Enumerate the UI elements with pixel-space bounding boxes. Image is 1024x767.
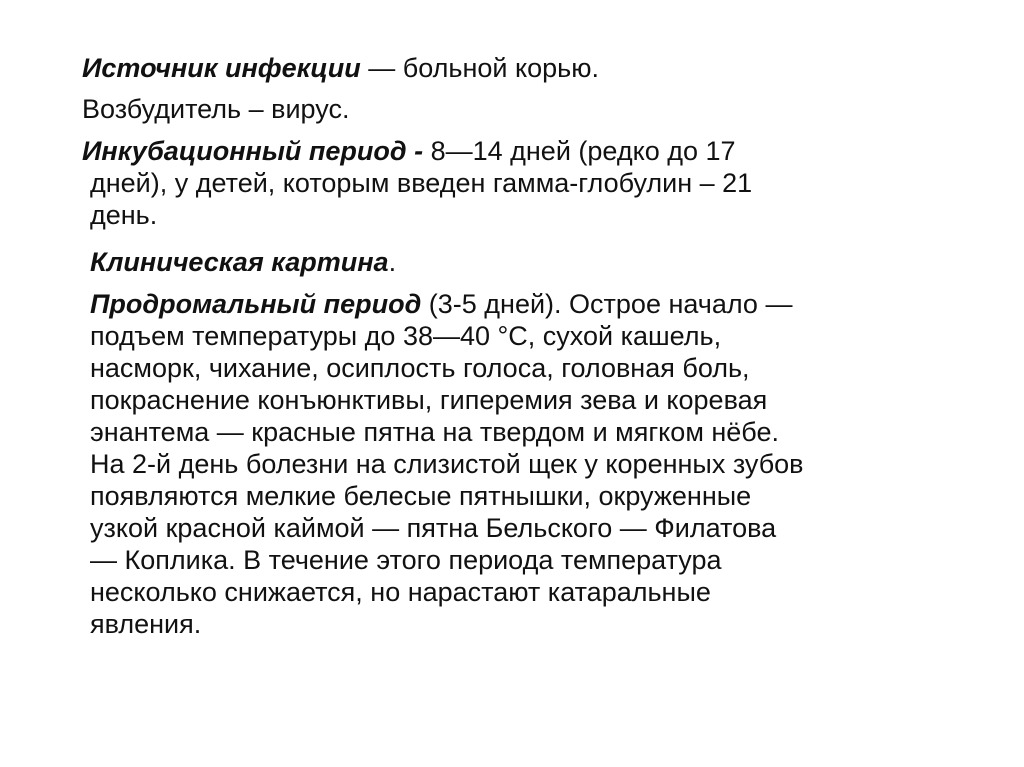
prodromal-line-11: явления. [90, 609, 202, 639]
pathogen-paragraph [82, 93, 349, 125]
infection-source-text: — больной корью. [360, 53, 599, 83]
prodromal-line-1: (3-5 дней). Острое начало — [421, 289, 793, 319]
incubation-paragraph [82, 135, 752, 231]
clinical-picture-paragraph [90, 246, 396, 278]
prodromal-line-7: появляются мелкие белесые пятнышки, окруженные [90, 481, 752, 511]
prodromal-line-9: — Коплика. В течение этого периода температура [90, 545, 722, 575]
prodromal-paragraph [90, 288, 804, 640]
paragraph-line [82, 135, 752, 167]
prodromal-line-8: узкой красной каймой — пятна Бельского — Филатова [90, 513, 777, 543]
prodromal-term: Продромальный период [90, 289, 422, 319]
incubation-line-2: дней), у детей, которым введен гамма-глобулин – 21 [90, 168, 753, 198]
infection-source-term: Источник инфекции [82, 53, 361, 83]
prodromal-line-3: насморк, чихание, осиплость голоса, головная боль, [90, 353, 750, 383]
paragraph-line [82, 52, 599, 84]
prodromal-line-5: энантема — красные пятна на твердом и мягком нёбе. [90, 417, 779, 447]
prodromal-line-10: несколько снижается, но нарастают катаральные [90, 577, 711, 607]
prodromal-line-6: На 2-й день болезни на слизистой щек у коренных зубов [90, 449, 804, 479]
prodromal-line-4: покраснение конъюнктивы, гиперемия зева и коревая [90, 385, 768, 415]
clinical-picture-term: Клиническая картина [90, 247, 389, 277]
paragraph-line: Возбудитель – вирус. [82, 94, 350, 124]
incubation-line-3: день. [90, 200, 158, 230]
paragraph-line [90, 288, 804, 320]
incubation-term: Инкубационный период - [82, 136, 424, 166]
incubation-line-1: 8—14 дней (редко до 17 [423, 136, 736, 166]
paragraph-line [90, 246, 396, 278]
clinical-picture-tail: . [388, 247, 397, 277]
prodromal-line-2: подъем температуры до 38—40 °С, сухой кашель, [90, 321, 722, 351]
infection-source-paragraph [82, 52, 599, 84]
